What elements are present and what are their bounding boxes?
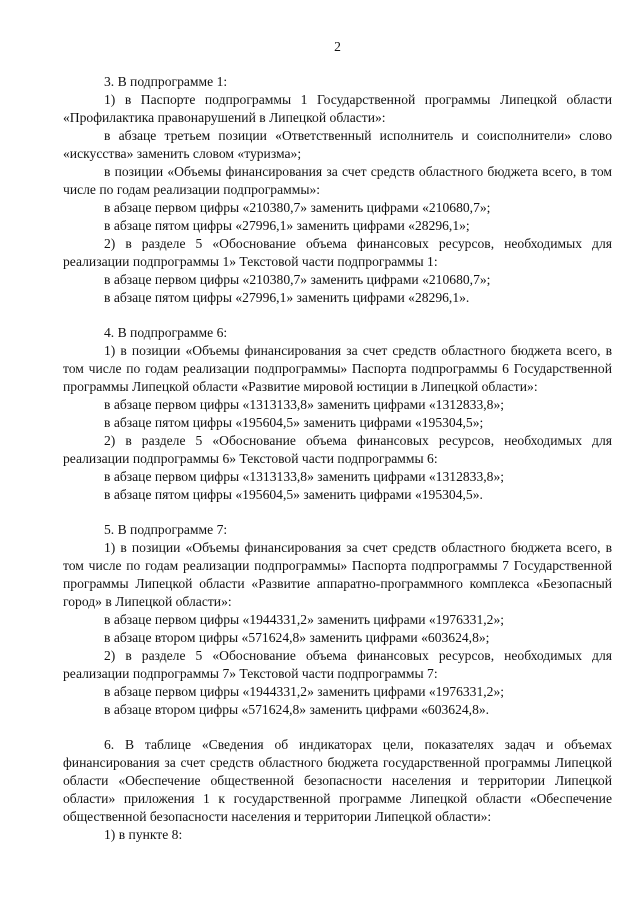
paragraph: в абзаце пятом цифры «27996,1» заменить цифрами «28296,1»; xyxy=(104,218,470,233)
paragraph: в абзаце первом цифры «210380,7» заменить цифрами «210680,7»; xyxy=(104,272,491,287)
paragraph: в абзаце пятом цифры «195604,5» заменить цифрами «195304,5»; xyxy=(104,415,484,430)
section-table-amendment xyxy=(63,736,612,844)
paragraph: 1) в Паспорте подпрограммы 1 Государственной программы Липецкой области «Профилактика правонарушений в Липецкой области»: xyxy=(63,92,612,125)
section-subprogram-7 xyxy=(63,521,612,719)
paragraph: в абзаце втором цифры «571624,8» заменить цифрами «603624,8». xyxy=(104,702,490,717)
paragraph: в абзаце первом цифры «1944331,2» заменить цифрами «1976331,2»; xyxy=(104,612,505,627)
paragraph: 2) в разделе 5 «Обоснование объема финансовых ресурсов, необходимых для реализации подпрограммы 1» Текстовой части подпрограммы 1: xyxy=(63,236,612,269)
section-subprogram-6 xyxy=(63,324,612,504)
paragraph: 1) в позиции «Объемы финансирования за счет средств областного бюджета всего, в том числе по годам реализации подпрограммы» Паспорта подпрограммы 7 Государственной программы Липецкой области «Развитие аппаратно-программного комплекса «Безопасный город» в Липецкой области»: xyxy=(63,540,612,609)
paragraph: в абзаце пятом цифры «27996,1» заменить цифрами «28296,1». xyxy=(104,290,470,305)
paragraph: в абзаце пятом цифры «195604,5» заменить цифрами «195304,5». xyxy=(104,487,483,502)
paragraph: 5. В подпрограмме 7: xyxy=(104,522,228,537)
paragraph: в абзаце первом цифры «1313133,8» заменить цифрами «1312833,8»; xyxy=(104,397,505,412)
page-number: 2 xyxy=(334,39,341,54)
paragraph: в абзаце втором цифры «571624,8» заменить цифрами «603624,8»; xyxy=(104,630,490,645)
paragraph: в абзаце первом цифры «1313133,8» заменить цифрами «1312833,8»; xyxy=(104,469,505,484)
paragraph: 3. В подпрограмме 1: xyxy=(104,74,228,89)
paragraph: в позиции «Объемы финансирования за счет средств областного бюджета всего, в том числе по годам реализации подпрограммы»: xyxy=(63,164,612,197)
paragraph: 6. В таблице «Сведения об индикаторах цели, показателях задач и объемах финансирования за счет средств областного бюджета государственной программы Липецкой области «Обеспечение общественной безопасности населения и территории Липецкой области» приложения 1 к государственной программе Липецкой области «Обеспечение общественной безопасности населения и территории Липецкой области»: xyxy=(63,737,612,824)
paragraph: 4. В подпрограмме 6: xyxy=(104,325,228,340)
section-subprogram-1 xyxy=(63,73,612,307)
paragraph: 2) в разделе 5 «Обоснование объема финансовых ресурсов, необходимых для реализации подпрограммы 7» Текстовой части подпрограммы 7: xyxy=(63,648,612,681)
paragraph: 2) в разделе 5 «Обоснование объема финансовых ресурсов, необходимых для реализации подпрограммы 6» Текстовой части подпрограммы 6: xyxy=(63,433,612,466)
paragraph: в абзаце первом цифры «210380,7» заменить цифрами «210680,7»; xyxy=(104,200,491,215)
paragraph: 1) в позиции «Объемы финансирования за счет средств областного бюджета всего, в том числе по годам реализации подпрограммы» Паспорта подпрограммы 6 Государственной программы Липецкой области «Развитие мировой юстиции в Липецкой области»: xyxy=(63,343,612,394)
paragraph: 1) в пункте 8: xyxy=(104,827,183,842)
paragraph: в абзаце третьем позиции «Ответственный исполнитель и соисполнители» слово «искусства» заменить словом «туризма»; xyxy=(63,128,612,161)
paragraph: в абзаце первом цифры «1944331,2» заменить цифрами «1976331,2»; xyxy=(104,684,505,699)
